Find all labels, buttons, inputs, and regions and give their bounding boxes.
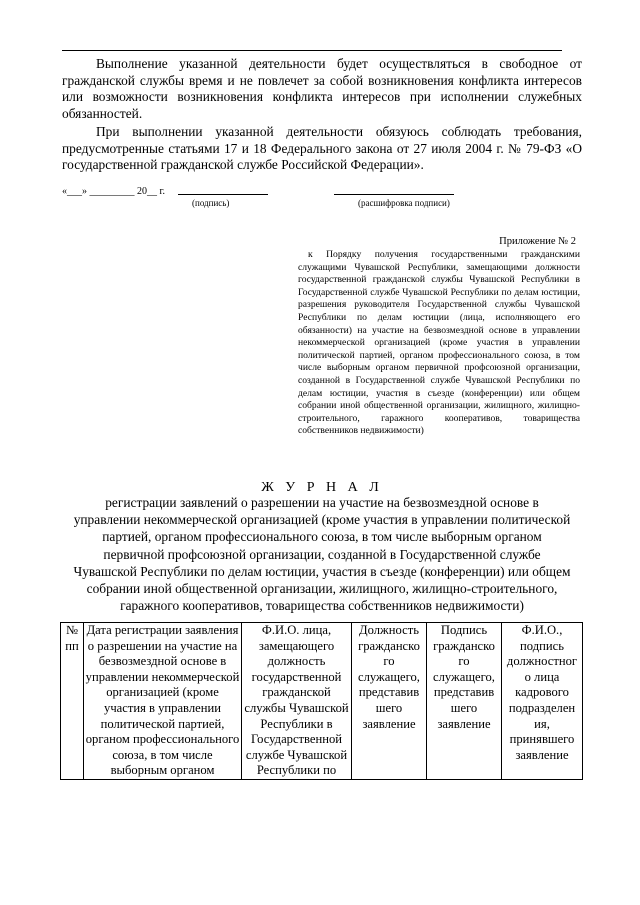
signature-date: «___» _________ 20__ г.: [62, 186, 165, 197]
header-registration-date: Дата регистрации заявления о разрешении на участие на безвозмездной основе в управлении некоммерческой организацией (кроме участия в управлении политической партией, органом профессионального союза, в том числе выборным органом: [84, 623, 242, 780]
signature-line: [178, 194, 268, 195]
signature-block: [62, 186, 582, 210]
appendix-number: Приложение № 2: [499, 236, 576, 247]
signature-caption: (подпись): [192, 198, 230, 208]
journal-title: Ж У Р Н А Л: [261, 480, 383, 495]
signature-decode-line: [334, 194, 454, 195]
header-position: Должность гражданско го служащего, представив шего заявление: [352, 623, 427, 780]
top-divider: [62, 50, 562, 51]
table-header-row: [61, 623, 583, 780]
header-employee-signature: Подпись гражданско го служащего, представив шего заявление: [427, 623, 502, 780]
header-hr-officer: Ф.И.О., подпись должностног о лица кадрового подразделен ия, принявшего заявление: [502, 623, 583, 780]
paragraph-activity-statement: Выполнение указанной деятельности будет осуществляться в свободное от гражданской службы время и не повлечет за собой возникновения конфликта интересов или возможности возникновения конфликта интересов при исполнении служебных обязанностей.: [62, 56, 582, 121]
header-number: № пп: [61, 623, 84, 780]
signature-decode-caption: (расшифровка подписи): [358, 198, 450, 208]
registration-table: [60, 622, 583, 780]
appendix-text: к Порядку получения государственными гражданскими служащими Чувашской Республики, замещающими должности государственной гражданской службы Чувашской Республики в Государственной службе Чувашской Республики по делам юстиции, разрешения руководителя Государственной службы Чувашской Республики по делам юстиции (лица, исполняющего его обязанности) на участие на безвозмездной основе в управлении некоммерческой организацией (кроме участия в управлении политической партией, органом профессионального союза, в том числе выборным органом первичной профсоюзной организации, созданной в Государственной службе Чувашской Республики по делам юстиции, участия в съезде (конференции) или общем собрании иной общественной организации, жилищного, жилищно-строительного, гаражного кооперативов, товарищества собственников недвижимости): [298, 249, 580, 437]
journal-subtitle: регистрации заявлений о разрешении на участие на безвозмездной основе в управлении некоммерческой организацией (кроме участия в управлении политической партией, органом профессионального союза, в том числе выборным органом первичной профсоюзной организации, созданной в Государственной службе Чувашской Республики по делам юстиции, участия в съезде (конференции) или общем собрании иной общественной организации, жилищного, жилищно-строительного, гаражного кооперативов, товарищества собственников недвижимости): [73, 495, 571, 614]
paragraph-obligation-statement: При выполнении указанной деятельности обязуюсь соблюдать требования, предусмотренные статьями 17 и 18 Федерального закона от 27 июля 2004 г. № 79-ФЗ «О государственной гражданской службе Российской Федерации».: [62, 124, 582, 173]
header-employee-name: Ф.И.О. лица, замещающего должность государственной гражданской службы Чувашской Республики в Государственной службе Чувашской Республики по: [242, 623, 352, 780]
